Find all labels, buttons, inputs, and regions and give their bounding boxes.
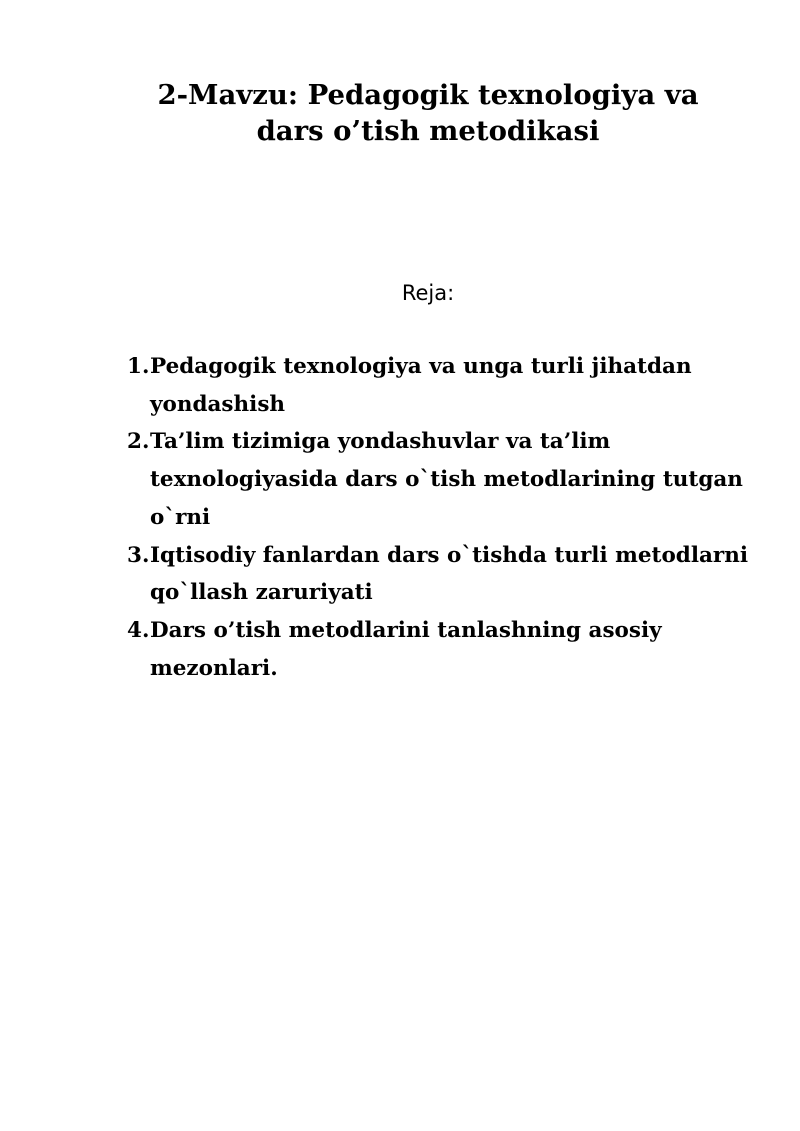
plan-item-number: 2.: [127, 429, 150, 455]
plan-item-text: [150, 348, 792, 423]
plan-item-line: Ta’lim tizimiga yondashuvlar va ta’lim: [150, 429, 611, 455]
plan-item-line: yondashish: [150, 391, 286, 417]
plan-item-text: [150, 423, 792, 536]
plan-list: [127, 348, 792, 687]
plan-item-text: [150, 612, 792, 687]
plan-item-number: 1.: [127, 354, 150, 379]
plan-item-3: [127, 537, 792, 612]
plan-item-line: texnologiyasida dars o`tish metodlarining tutgan: [150, 467, 743, 493]
plan-item-number: 4.: [127, 617, 150, 643]
plan-item-2: [127, 423, 792, 536]
title-line-1: 2-Mavzu: Pedagogik texnologiya va: [157, 79, 699, 111]
plan-item-1: [127, 348, 792, 423]
page-title: [0, 77, 800, 149]
title-line-2: dars o’tish metodikasi: [256, 115, 600, 147]
plan-item-line: Dars o’tish metodlarini tanlashning asosiy: [150, 617, 662, 643]
plan-item-4: [127, 612, 792, 687]
plan-item-line: Iqtisodiy fanlardan dars o`tishda turli metodlarni: [150, 542, 749, 568]
plan-heading: Reja:: [401, 281, 455, 305]
plan-item-line: qo`llash zaruriyati: [150, 580, 373, 606]
plan-item-line: mezonlari.: [150, 655, 278, 681]
plan-item-line: Pedagogik texnologiya va unga turli jihatdan: [150, 354, 692, 379]
plan-item-line: o`rni: [150, 504, 211, 530]
plan-item-text: [150, 537, 792, 612]
plan-item-number: 3.: [127, 542, 150, 568]
